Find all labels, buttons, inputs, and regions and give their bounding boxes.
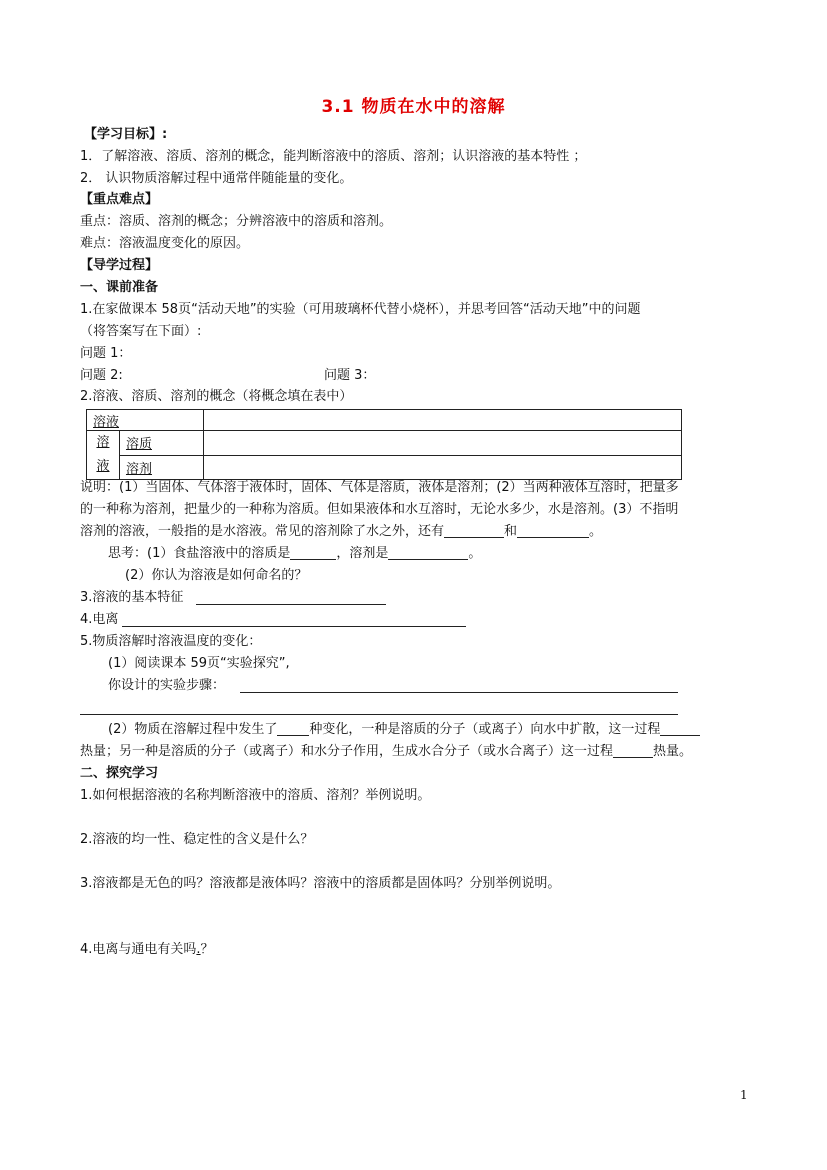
explore-4-text: 4.电离与通电有关吗 [80,942,197,957]
question-4-text: 4.电离 [80,612,119,627]
diffusion-heat-blank[interactable] [660,721,700,736]
explore-question-4 [80,941,214,959]
q5-2-text-a: (2）物质在溶解过程中发生了 [108,722,278,737]
think-line-2: (2）你认为溶液是如何命名的？ [125,568,308,583]
objective-item-1: 1．了解溶液、溶质、溶剂的概念，能判断溶液中的溶质、溶剂；认识溶液的基本特性 ； [80,149,587,164]
question-3-text: 3.溶液的基本特征 [80,590,184,605]
change-count-blank[interactable] [277,721,309,736]
concept-table [86,409,682,480]
solvent-blank[interactable] [388,545,468,560]
table-row [87,455,682,480]
note-line-2: 的一种称为溶剂，把量少的一种称为溶质。但如果液体和水互溶时，无论水多少，水是溶剂。(3）不指明 [80,502,679,517]
problem-2-label: 问题 2: [80,368,123,383]
explore-4-question-mark: ？ [200,942,214,957]
basic-feature-answer-line[interactable] [196,604,386,605]
page-number: 1 [740,1088,748,1102]
guide-heading: 【导学过程】 [80,258,159,273]
q5-2-text-b: 种变化，一种是溶质的分子（或离子）向水中扩散，这一过程 [309,722,661,737]
key-points-heading: 【重点难点】 [80,192,159,207]
ionization-answer-line[interactable] [122,626,466,627]
note-line-3 [80,523,602,541]
explore-question-1: 1.如何根据溶液的名称判断溶液中的溶质、溶剂？举例说明。 [80,788,431,803]
solute-label: 溶质 [125,437,152,453]
page-title: 3.1 物质在水中的溶解 [321,97,506,117]
solution-cell [87,410,204,431]
explore-4-dot: . [196,942,201,957]
hydration-heat-blank[interactable] [613,743,653,758]
problem-3-label: 问题 3： [324,368,376,383]
question-2-text: 2.溶液、溶质、溶剂的概念（将概念填在表中） [80,389,353,404]
table-row [87,410,682,431]
q5-2-text-c: 热量；另一种是溶质的分子（或离子）和水分子作用，生成水合分子（或水合离子）这一过程 [80,744,614,759]
question-5-2-line-2 [80,743,692,761]
key-point-text: 重点：溶质、溶剂的概念；分辨溶液中的溶质和溶剂。 [80,214,393,229]
solution-char-2: 液 [96,459,110,474]
note-end-text: 。 [589,524,603,539]
think-1-text: 思考：(1）食盐溶液中的溶质是 [108,546,291,561]
note-line-1: 说明：(1）当固体、气体溶于液体时，固体、气体是溶质，液体是溶剂；(2）当两种液体互溶时，把量多 [80,480,679,495]
solvent-cell [119,455,203,480]
difficulty-text: 难点：溶液温度变化的原因。 [80,236,250,251]
objectives-heading: 【学习目标】: [84,127,168,142]
question-5-2-line-1 [108,721,700,739]
question-1-line-2: （将答案写在下面）: [80,324,202,339]
other-solvent-blank-2[interactable] [517,523,589,538]
solution-label: 溶液 [93,414,120,430]
think-line-1 [108,545,481,563]
experiment-steps-line-1[interactable] [240,692,678,693]
section-2-heading: 二、探究学习 [80,766,159,781]
think-1-solvent-text: ，溶剂是 [336,546,389,561]
solute-blank[interactable] [290,545,336,560]
note-and-text: 和 [504,524,518,539]
experiment-steps-label: 你设计的实验步骤： [108,678,226,693]
solution-vertical-cell [87,431,120,480]
think-1-end: 。 [468,546,482,561]
explore-question-2: 2.溶液的均一性、稳定性的含义是什么？ [80,832,314,847]
note-line-3-text: 溶剂的溶液，一般指的是水溶液。常见的溶剂除了水之外，还有 [80,524,445,539]
solution-answer-cell[interactable] [204,410,682,431]
objective-item-2: 2． 认识物质溶解过程中通常伴随能量的变化。 [80,171,353,186]
explore-question-3: 3.溶液都是无色的吗？溶液都是液体吗？溶液中的溶质都是固体吗？分别举例说明。 [80,876,561,891]
solvent-label: 溶剂 [125,461,152,477]
solvent-answer-cell[interactable] [204,455,682,480]
q5-2-text-d: 热量。 [653,744,693,759]
problem-1-label: 问题 1： [80,346,132,361]
solution-char-1: 溶 [96,435,110,450]
solute-answer-cell[interactable] [204,431,682,456]
question-5-1-text: (1）阅读课本 59页“实验探究”, [108,656,290,671]
question-1-line-1: 1.在家做课本 58页“活动天地”的实验（可用玻璃杯代替小烧杯），并思考回答“活动天地”中的问题 [80,302,641,317]
table-row [87,431,682,456]
other-solvent-blank-1[interactable] [444,523,504,538]
experiment-steps-line-2[interactable] [80,714,678,715]
question-5-text: 5.物质溶解时溶液温度的变化： [80,634,262,649]
solute-cell [119,431,203,456]
section-1-heading: 一、课前准备 [80,280,159,295]
